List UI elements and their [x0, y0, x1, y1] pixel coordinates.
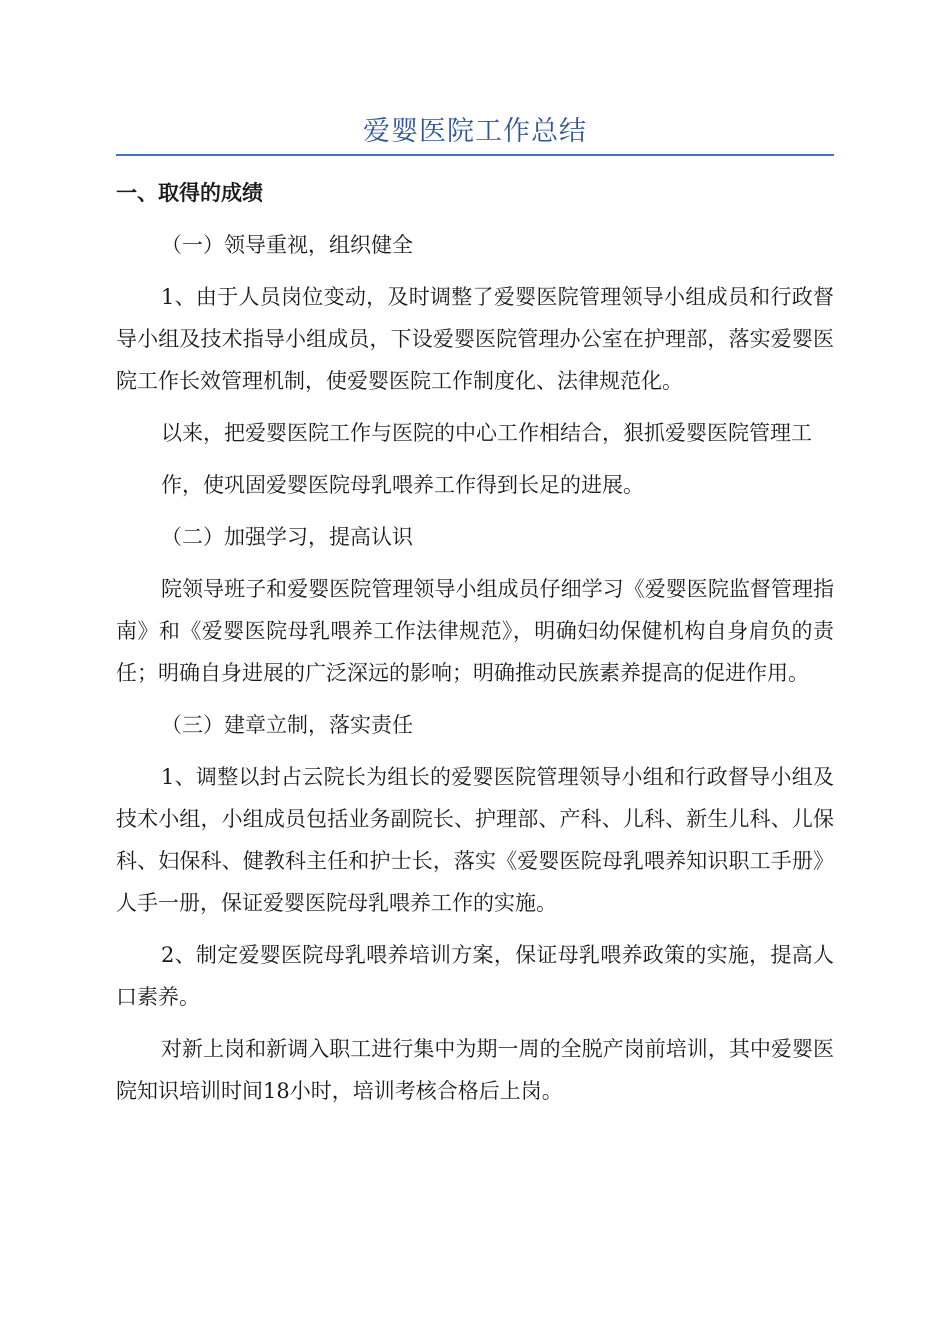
subsection-heading-rules: （三）建章立制，落实责任 — [161, 713, 413, 737]
paragraph: 2、制定爱婴医院母乳喂养培训方案，保证母乳喂养政策的实施，提高人口素养。 — [116, 943, 834, 1009]
title-divider — [116, 154, 834, 156]
subsection-heading-leadership: （一）领导重视，组织健全 — [161, 233, 413, 257]
document-title: 爱婴医院工作总结 — [363, 116, 587, 147]
paragraph: 对新上岗和新调入职工进行集中为期一周的全脱产岗前培训，其中爱婴医院知识培训时间18小时，培训考核合格后上岗。 — [116, 1037, 834, 1103]
document-body — [116, 172, 834, 1122]
paragraph: 院领导班子和爱婴医院管理领导小组成员仔细学习《爱婴医院监督管理指南》和《爱婴医院母乳喂养工作法律规范》，明确妇幼保健机构自身肩负的责任；明确自身进展的广泛深远的影响；明确推动民族素养提高的促进作用。 — [116, 577, 834, 685]
paragraph: 1、由于人员岗位变动，及时调整了爱婴医院管理领导小组成员和行政督导小组及技术指导小组成员，下设爱婴医院管理办公室在护理部，落实爱婴医院工作长效管理机制，使爱婴医院工作制度化、法律规范化。 — [116, 285, 834, 393]
paragraph: 以来，把爱婴医院工作与医院的中心工作相结合，狠抓爱婴医院管理工 — [161, 421, 812, 445]
paragraph: 作，使巩固爱婴医院母乳喂养工作得到长足的进展。 — [161, 473, 644, 497]
section-heading: 一、取得的成绩 — [116, 181, 263, 205]
paragraph: 1、调整以封占云院长为组长的爱婴医院管理领导小组和行政督导小组及技术小组，小组成员包括业务副院长、护理部、产科、儿科、新生儿科、儿保科、妇保科、健教科主任和护士长，落实《爱婴医院母乳喂养知识职工手册》人手一册，保证爱婴医院母乳喂养工作的实施。 — [116, 765, 834, 915]
subsection-heading-study: （二）加强学习，提高认识 — [161, 525, 413, 549]
